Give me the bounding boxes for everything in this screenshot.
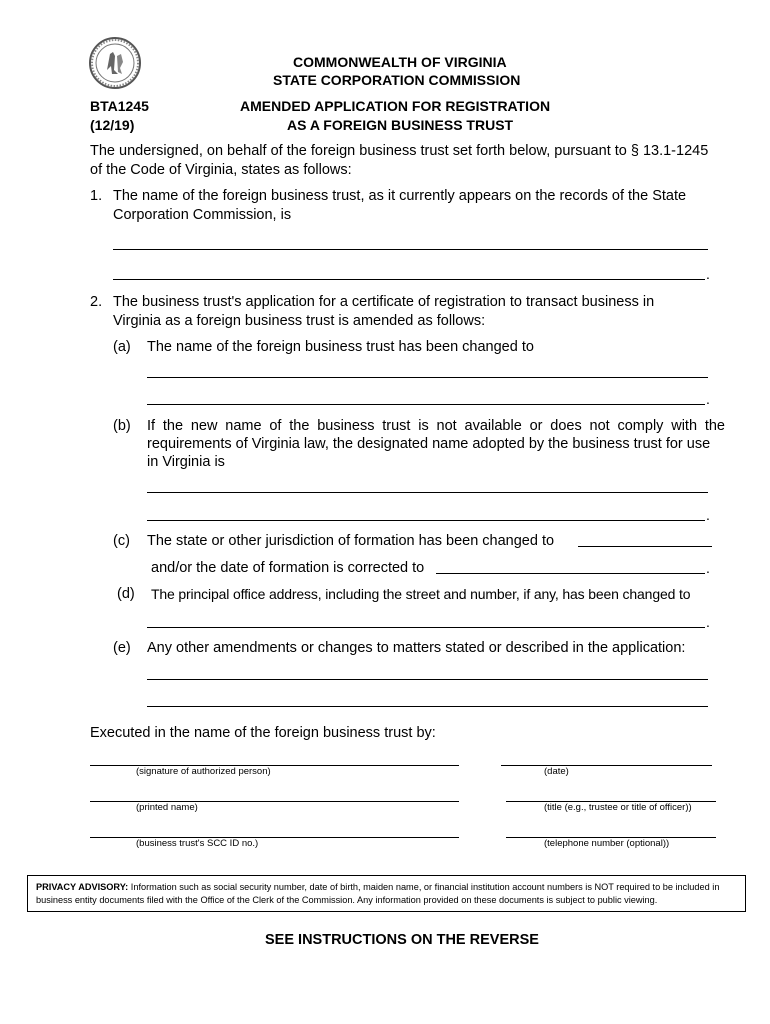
- item2e-blank-2[interactable]: [147, 706, 708, 707]
- item2c-period: .: [706, 560, 710, 576]
- footer-instructions: SEE INSTRUCTIONS ON THE REVERSE: [265, 932, 539, 948]
- item2b-blank-2[interactable]: [147, 520, 705, 521]
- intro-line1: The undersigned, on behalf of the foreign business trust set forth below, pursuant to § 13.1-1245: [90, 143, 709, 159]
- item2a-blank-2[interactable]: [147, 404, 705, 405]
- item2b-line3: in Virginia is: [147, 454, 225, 470]
- form-title-line2: AS A FOREIGN BUSINESS TRUST: [287, 117, 514, 133]
- item2a-blank-1[interactable]: [147, 377, 708, 378]
- telephone-caption: (telephone number (optional)): [544, 838, 670, 849]
- item2c-jurisdiction-blank[interactable]: [578, 546, 712, 547]
- privacy-advisory-label: PRIVACY ADVISORY:: [36, 882, 129, 892]
- item2e-text: Any other amendments or changes to matters stated or described in the application:: [147, 640, 686, 656]
- form-title-line1: AMENDED APPLICATION FOR REGISTRATION: [240, 98, 551, 114]
- privacy-advisory-text: Information such as social security number, date of birth, maiden name, or financial institution account numbers is NOT required to be included in business entity documents filed with the Office of the Clerk of the Commission. Any information provided on these documents is subject to public viewing.: [36, 882, 720, 905]
- form-date: (12/19): [90, 117, 135, 133]
- item2-line2: Virginia as a foreign business trust is amended as follows:: [113, 313, 486, 329]
- item1-blank-2[interactable]: [113, 279, 705, 280]
- item1-blank-1[interactable]: [113, 249, 708, 250]
- item2a-text: The name of the foreign business trust has been changed to: [147, 339, 534, 355]
- item2e-blank-1[interactable]: [147, 679, 708, 680]
- item2c-line2: and/or the date of formation is corrected to: [151, 560, 425, 576]
- scc-id-caption: (business trust's SCC ID no.): [136, 838, 259, 849]
- privacy-advisory-box: [27, 875, 746, 912]
- title-caption: (title (e.g., trustee or title of officer)): [544, 802, 692, 813]
- item2d-blank[interactable]: [147, 627, 705, 628]
- form-number: BTA1245: [90, 98, 149, 114]
- item2b-line1: If the new name of the business trust is not available or does not comply with the: [147, 418, 725, 434]
- item2c-line1: The state or other jurisdiction of formation has been changed to: [147, 533, 555, 549]
- item2c-date-blank[interactable]: [436, 573, 705, 574]
- date-field[interactable]: [501, 765, 712, 766]
- item1-number: 1.: [90, 188, 103, 204]
- intro-line2: of the Code of Virginia, states as follows:: [90, 162, 352, 178]
- item2b-line2: requirements of Virginia law, the designated name adopted by the business trust for use: [147, 436, 711, 452]
- item2-number: 2.: [90, 294, 103, 310]
- item1-line1: The name of the foreign business trust, as it currently appears on the records of the State: [113, 188, 687, 204]
- signature-caption: (signature of authorized person): [136, 766, 271, 777]
- item2d-period: .: [706, 614, 710, 630]
- header-commonwealth: COMMONWEALTH OF VIRGINIA: [293, 54, 507, 70]
- item2e-label: (e): [113, 640, 131, 656]
- execution-heading: Executed in the name of the foreign business trust by:: [90, 725, 436, 741]
- header-commission: STATE CORPORATION COMMISSION: [273, 72, 521, 88]
- item2c-label: (c): [113, 533, 130, 549]
- item2d-text: The principal office address, including the street and number, if any, has been changed to: [151, 586, 691, 602]
- item1-period: .: [706, 266, 710, 282]
- item1-line2: Corporation Commission, is: [113, 207, 292, 223]
- item2a-period: .: [706, 391, 710, 407]
- item2b-label: (b): [113, 418, 131, 434]
- date-caption: (date): [544, 766, 569, 777]
- item2b-period: .: [706, 507, 710, 523]
- item2b-blank-1[interactable]: [147, 492, 708, 493]
- item2-line1: The business trust's application for a certificate of registration to transact business in: [113, 294, 655, 310]
- printed-name-caption: (printed name): [136, 802, 198, 813]
- virginia-seal-icon: [88, 36, 142, 90]
- item2a-label: (a): [113, 339, 131, 355]
- item2d-label: (d): [117, 586, 135, 602]
